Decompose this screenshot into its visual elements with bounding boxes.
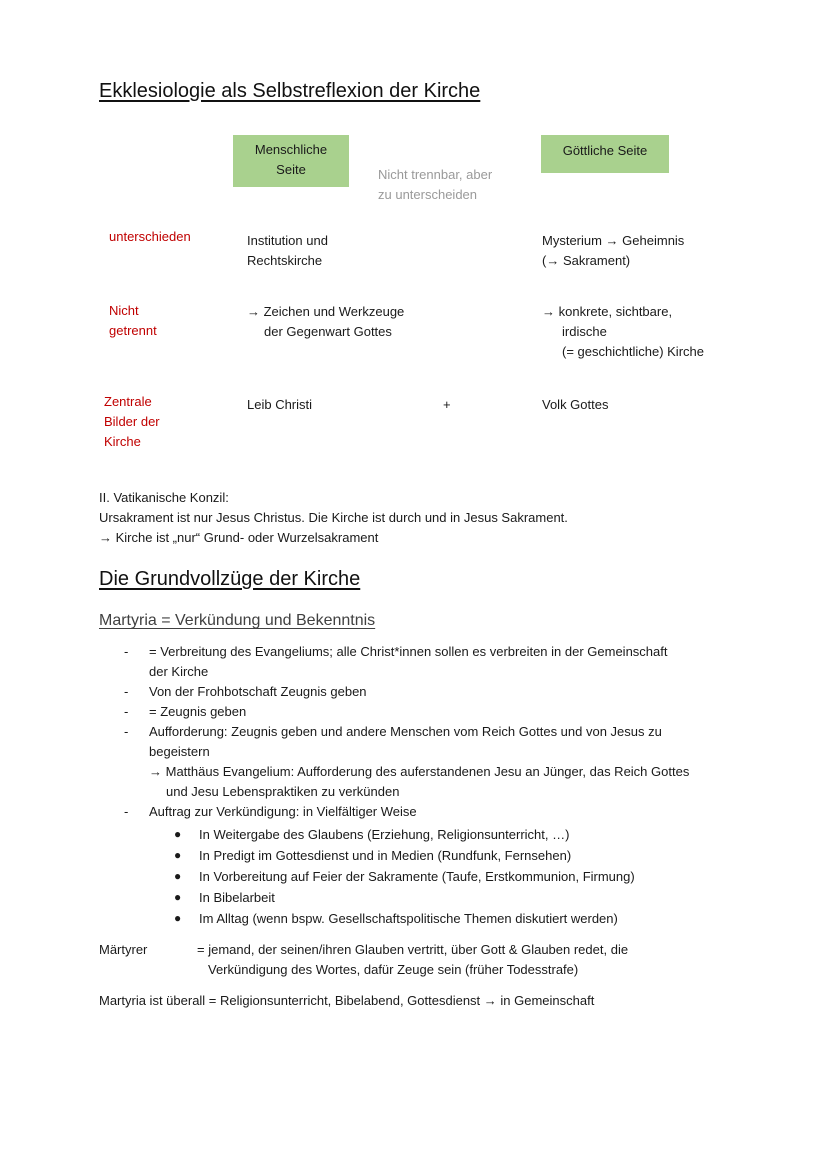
row-divine-cell	[542, 395, 608, 415]
cell-line: Mysterium → Geheimnis	[542, 233, 685, 248]
section-subtitle: Martyria = Verkündung und Bekenntnis	[99, 612, 376, 629]
row-divine-cell	[542, 302, 704, 362]
bullet-text: In Bibelarbeit	[199, 890, 275, 905]
list-item	[124, 802, 689, 822]
list-item-line: Von der Frohbotschaft Zeugnis geben	[149, 684, 367, 699]
cell-line: → konkrete, sichtbare,	[542, 304, 673, 319]
row-divine-cell	[542, 231, 684, 271]
list-item-line: der Kirche	[149, 664, 209, 679]
bullet-dot-icon: ●	[174, 869, 182, 883]
cell-line: Volk Gottes	[542, 397, 609, 412]
bullet-dot-icon: ●	[174, 848, 182, 862]
human-side-header-line: Seite	[276, 162, 306, 177]
row-label-line: unterschieden	[109, 229, 191, 244]
divine-side-header: Göttliche Seite	[541, 135, 669, 173]
dash-marker: -	[124, 684, 129, 699]
bullet-item	[174, 824, 635, 845]
list-item	[124, 702, 689, 722]
bullet-dot-icon: ●	[174, 890, 182, 904]
list-item	[124, 762, 689, 802]
row-human-cell	[247, 231, 328, 271]
list-item-line: = Verbreitung des Evangeliums; alle Christ*innen sollen es verbreiten in der Gemeinschaft	[149, 644, 668, 659]
dash-marker: -	[124, 704, 129, 719]
page-title: Ekklesiologie als Selbstreflexion der Kirche	[99, 80, 481, 102]
bullet-text: In Weitergabe des Glaubens (Erziehung, Religionsunterricht, …)	[199, 827, 570, 842]
cell-line: Rechtskirche	[247, 253, 323, 268]
list-item-line: begeistern	[149, 744, 210, 759]
list-item-line: und Jesu Lebenspraktiken zu verkünden	[166, 784, 400, 799]
plus-sign: +	[443, 397, 451, 412]
section-title: Die Grundvollzüge der Kirche	[99, 568, 361, 590]
row-label-nicht-getrennt	[109, 301, 157, 341]
dash-marker: -	[124, 644, 129, 659]
middle-note-line: zu unterscheiden	[378, 187, 478, 202]
bullet-item	[174, 866, 635, 887]
middle-note-line: Nicht trennbar, aber	[378, 167, 493, 182]
list-item-line: = Zeugnis geben	[149, 704, 247, 719]
list-item	[124, 642, 689, 682]
martyrer-term: Märtyrer	[99, 942, 148, 957]
council-block	[99, 488, 568, 548]
bullet-text: In Vorbereitung auf Feier der Sakramente (Taufe, Erstkommunion, Firmung)	[199, 869, 635, 884]
row-label-line: Nicht	[109, 303, 139, 318]
row-label-line: getrennt	[109, 323, 157, 338]
row-label-line: Zentrale	[104, 394, 152, 409]
cell-line: (→ Sakrament)	[542, 253, 631, 268]
dash-marker: -	[124, 804, 129, 819]
definition-line: Verkündigung des Wortes, dafür Zeuge sein (früher Todesstrafe)	[208, 962, 579, 977]
row-label-unterschieden	[109, 227, 191, 247]
row-label-zentrale-bilder	[104, 392, 160, 452]
list-item-line: Aufforderung: Zeugnis geben und andere Menschen vom Reich Gottes und von Jesus zu	[149, 724, 662, 739]
council-line: Ursakrament ist nur Jesus Christus. Die Kirche ist durch und in Jesus Sakrament.	[99, 510, 568, 525]
cell-line: irdische	[562, 324, 607, 339]
martyrer-definition	[197, 940, 628, 980]
dash-marker: -	[124, 724, 129, 739]
summary-line: Martyria ist überall = Religionsunterricht, Bibelabend, Gottesdienst → in Gemeinschaft	[99, 993, 595, 1008]
bullet-item	[174, 887, 635, 908]
definition-line: = jemand, der seinen/ihren Glauben vertritt, über Gott & Glauben redet, die	[197, 942, 629, 957]
dash-list	[124, 642, 689, 822]
human-side-header-line: Menschliche	[254, 142, 328, 157]
row-human-cell	[247, 395, 312, 415]
bullet-list	[174, 824, 635, 929]
cell-line: → Zeichen und Werkzeuge	[247, 304, 405, 319]
list-item	[124, 722, 689, 762]
list-item-line: Auftrag zur Verkündigung: in Vielfältiger Weise	[149, 804, 417, 819]
cell-line: Leib Christi	[247, 397, 313, 412]
row-human-cell	[247, 302, 404, 342]
bullet-text: In Predigt im Gottesdienst und in Medien (Rundfunk, Fernsehen)	[199, 848, 572, 863]
row-label-line: Bilder der	[104, 414, 160, 429]
row-label-line: Kirche	[104, 434, 141, 449]
list-item-line: → Matthäus Evangelium: Aufforderung des auferstandenen Jesu an Jünger, das Reich Gottes	[149, 764, 690, 779]
bullet-text: Im Alltag (wenn bspw. Gesellschaftspolitische Themen diskutiert werden)	[199, 911, 618, 926]
middle-note	[378, 165, 492, 205]
bullet-dot-icon: ●	[174, 911, 182, 925]
human-side-header	[233, 135, 349, 187]
council-heading: II. Vatikanische Konzil:	[99, 490, 229, 505]
cell-line: Institution und	[247, 233, 328, 248]
list-item	[124, 682, 689, 702]
bullet-dot-icon: ●	[174, 827, 182, 841]
bullet-item	[174, 845, 635, 866]
bullet-item	[174, 908, 635, 929]
cell-line: der Gegenwart Gottes	[264, 324, 392, 339]
cell-line: (= geschichtliche) Kirche	[562, 344, 704, 359]
council-line: → Kirche ist „nur“ Grund- oder Wurzelsakrament	[99, 530, 379, 545]
